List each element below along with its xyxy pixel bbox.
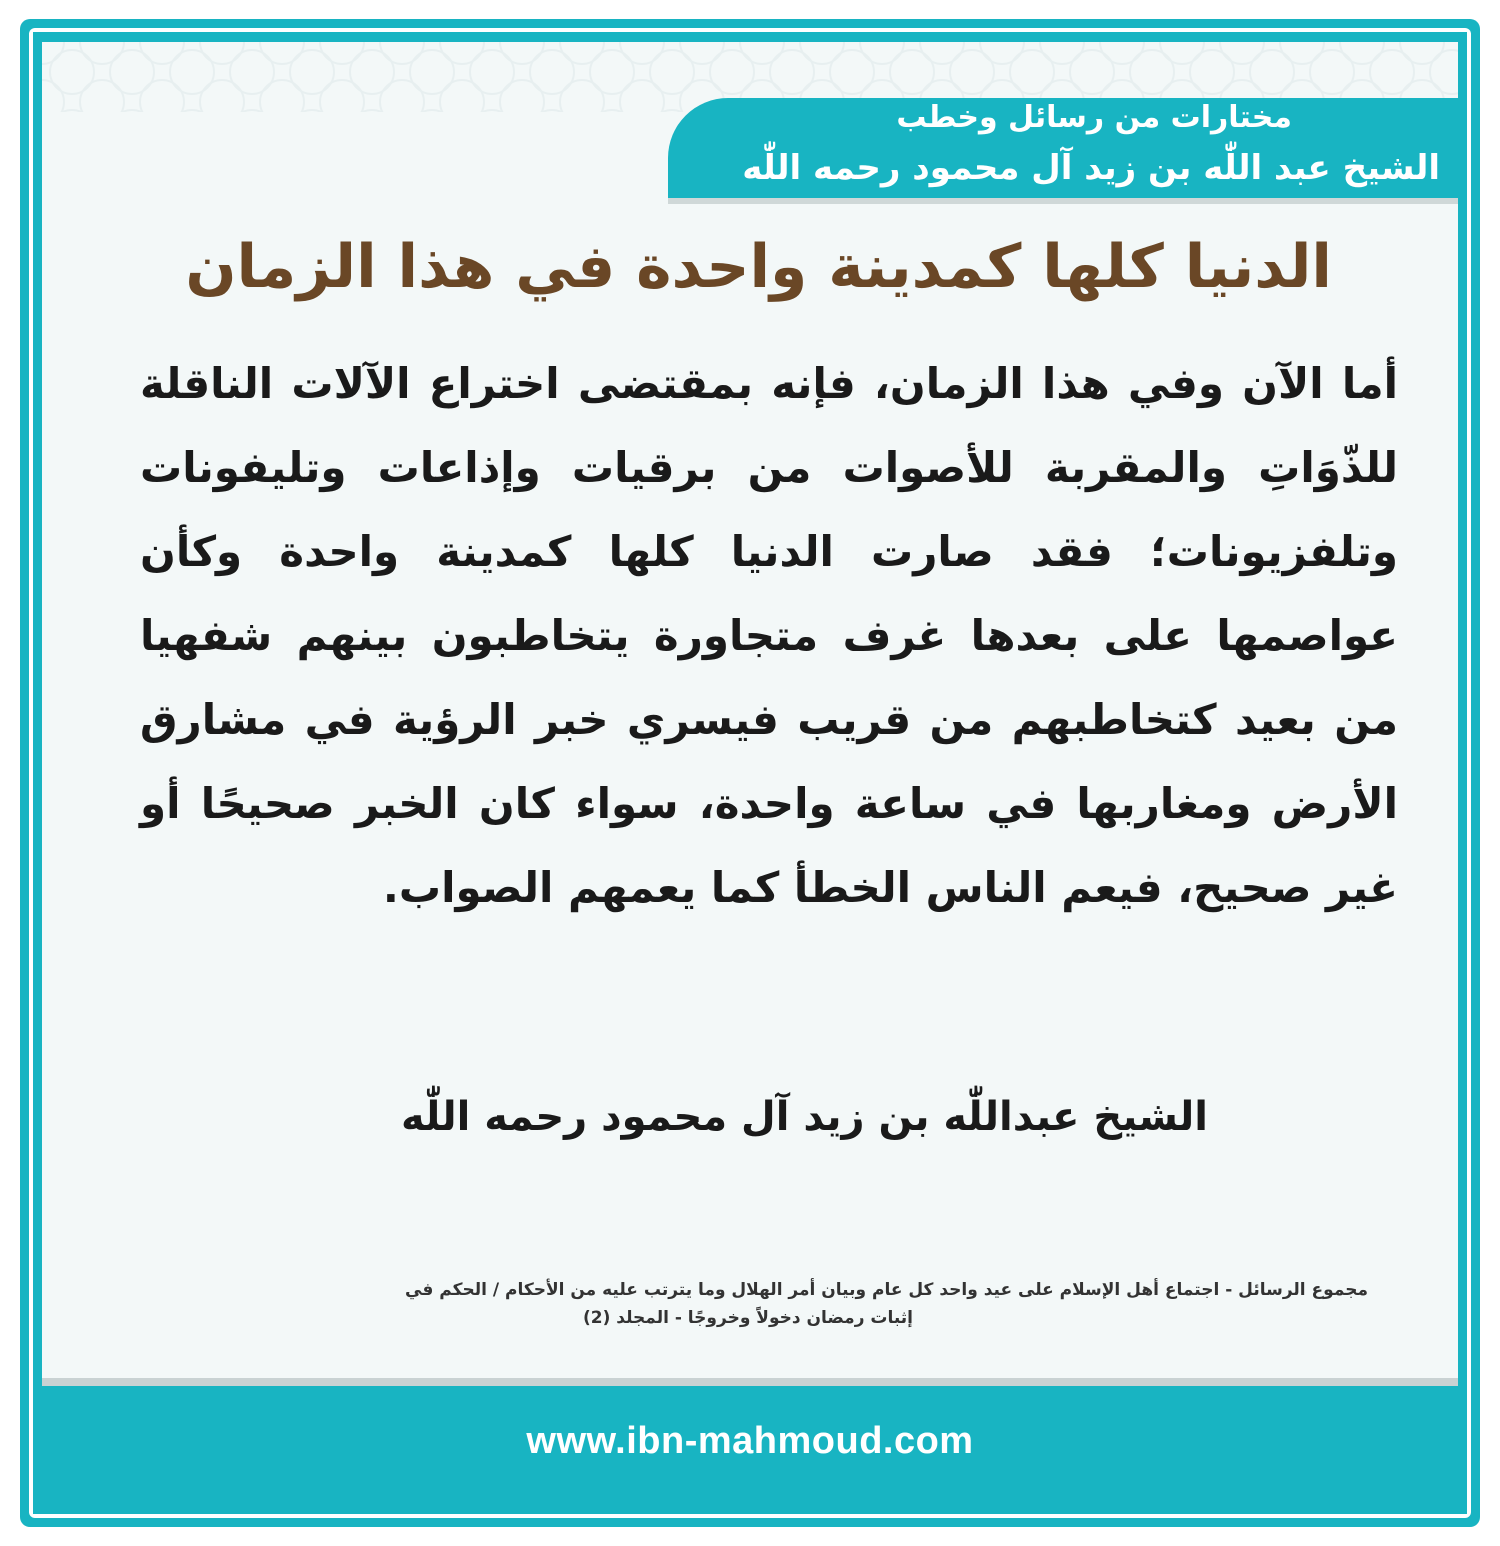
source-citation: [128, 1276, 1368, 1332]
content-panel: [42, 42, 1458, 1378]
header-series-title: مختارات من رسائل وخطب: [896, 100, 1292, 135]
page-title: الدنيا كلها كمدينة واحدة في هذا الزمان: [185, 232, 1332, 302]
website-link[interactable]: www.ibn-mahmoud.com: [526, 1420, 974, 1462]
header-author-name: الشيخ عبد اللّٰه بن زيد آل محمود رحمه اللّٰه: [742, 148, 1440, 188]
source-line-1: مجموع الرسائل - اجتماع أهل الإسلام على عيد واحد كل عام وبيان أمر الهلال وما يترتب عليه من الأحكام / الحكم في: [405, 1280, 1368, 1300]
source-line-2: إثبات رمضان دخولاً وخروجًا - المجلد (2): [582, 1308, 914, 1328]
quote-body: أما الآن وفي هذا الزمان، فإنه بمقتضى اختراع الآلات الناقلة للذّوَاتِ والمقربة للأصوات من برقيات وإذاعات وتليفونات وتلفزيونات؛ فقد صارت الدنيا كلها كمدينة واحدة وكأن عواصمها على بعدها غرف متجاورة يتخاطبون بينهم شفهيا من بعيد كتخاطبهم من قريب فيسري خبر الرؤية في مشارق الأرض ومغاربها في ساعة واحدة، سواء كان الخبر صحيحًا أو غير صحيح، فيعم الناس الخطأ كما يعمهم الصواب.: [140, 359, 1398, 912]
author-signature: الشيخ عبداللّٰه بن زيد آل محمود رحمه اللّٰه: [401, 1094, 1208, 1140]
footer-divider: [42, 1378, 1458, 1386]
